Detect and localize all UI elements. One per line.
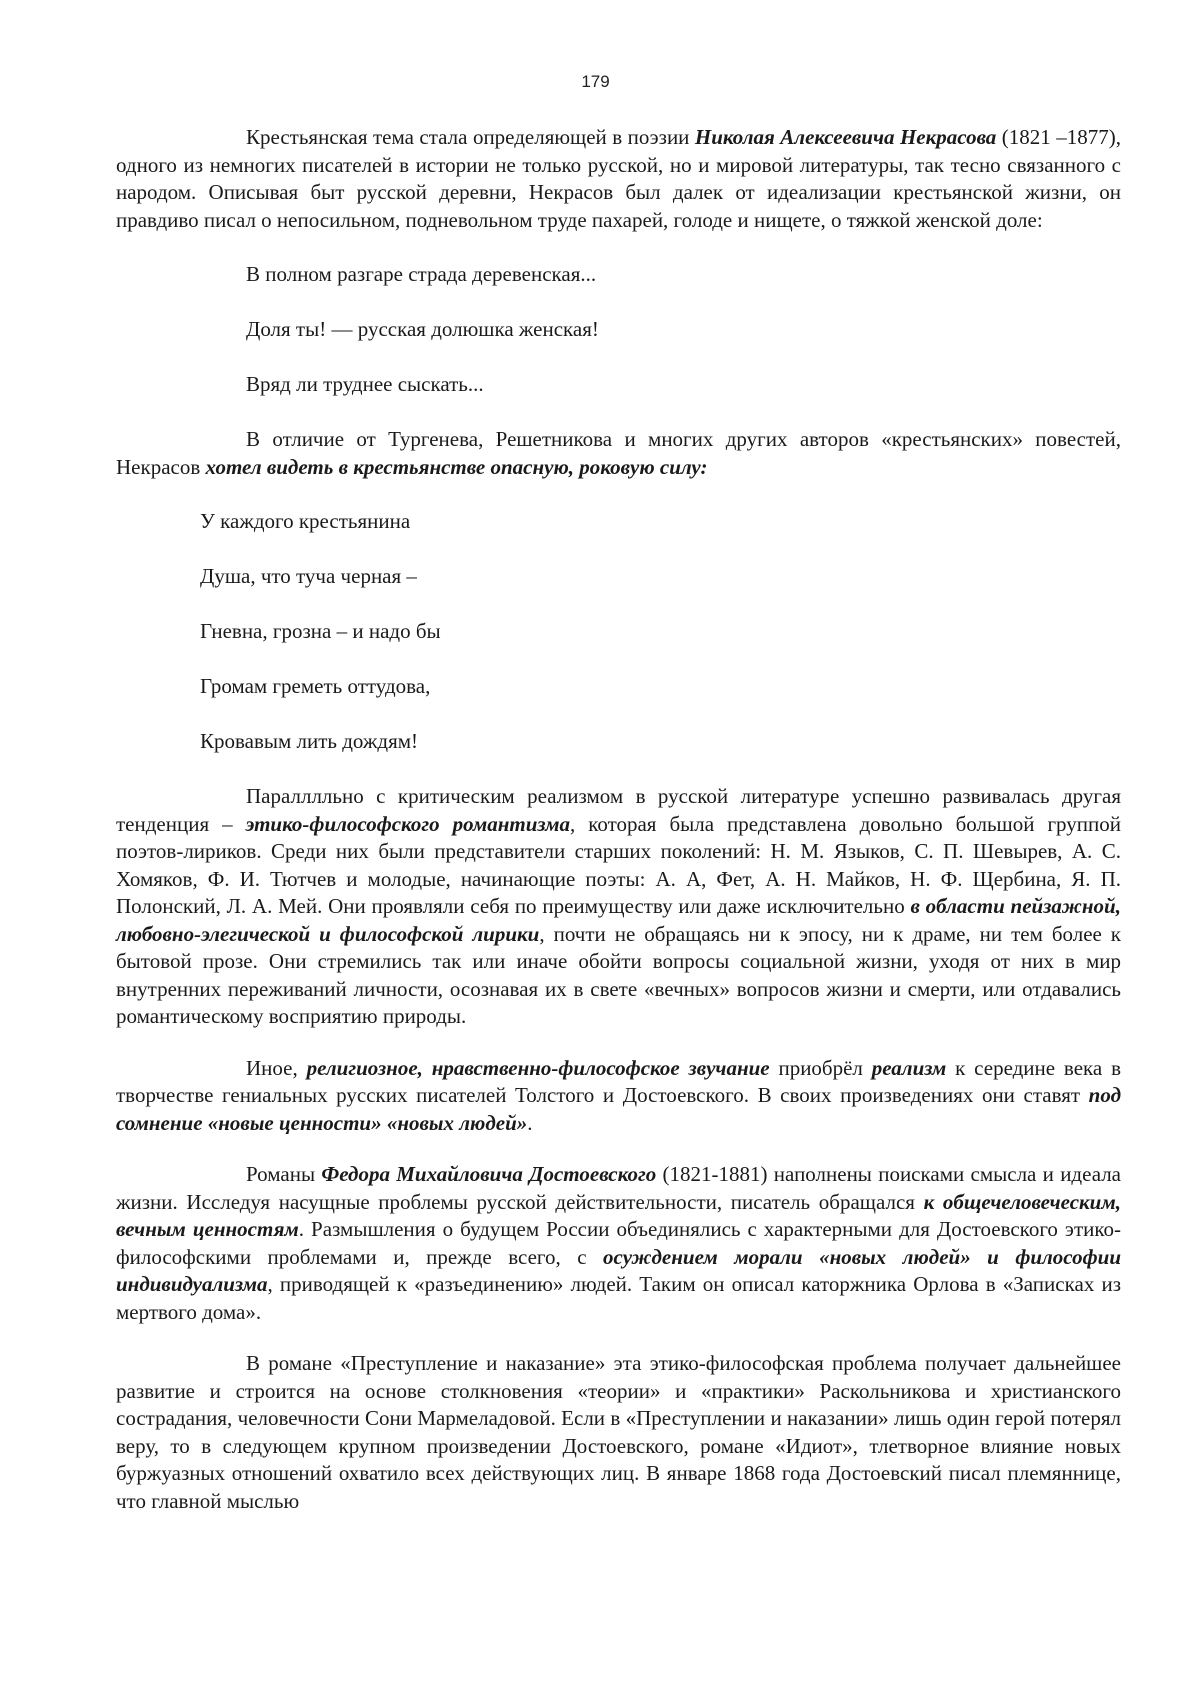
paragraph-crime-and-punishment [116,1350,1121,1515]
emphasis-text: религиозное, нравственно-философское звучание [306,1055,770,1080]
page-number: 179 [581,72,610,91]
verse-block-2 [116,508,1121,756]
verse-line: Кровавым лить дождям! [200,729,419,753]
paragraph-nekrasov-peasantry [116,426,1121,481]
paragraph-dostoevsky [116,1161,1121,1326]
text-run: В отличие от Тургенева, Решетникова и многих других авторов «крестьянских» повестей, Некрасов [116,427,1121,479]
emphasis-nekrasov-name: Николая Алексеевича Некрасова [694,125,997,149]
verse-line: У каждого крестьянина [200,509,411,533]
text-run: Крестьянская тема стала определяющей в поэзии [246,125,695,149]
text-run: Иное, [246,1055,307,1080]
text-run: , которая была представлена довольно большой группой поэтов-лириков. Среди них были представители старших поколений: Н. М. Языков, С. П. Шевырев, А. С. Хомяков, Ф. И. Тютчев и молодые, начинающие поэты: А. А, Фет, А. Н. Майков, Н. Ф. Щербина, Я. П. Полонский, Л. А. Мей. Они проявляли себя по преимуществу или даже исключительно [116,811,1121,918]
text-run: . [527,1110,533,1135]
emphasis-text: под сомнение «новые ценности» «новых людей» [116,1083,1121,1135]
verse-line: Вряд ли труднее сыскать... [246,372,484,396]
emphasis-text: осуждением морали «новых людей» и философии индивидуализма [116,1244,1121,1296]
emphasis-text: хотел видеть в крестьянстве опасную, роковую силу: [205,454,708,479]
verse-line: Доля ты! — русская долюшка женская! [246,317,599,341]
verse-line: В полном разгаре страда деревенская... [246,262,597,286]
text-run: к середине века в творчестве гениальных русских писателей Толстого и Достоевского. В своих произведениях они ставят [116,1055,1121,1107]
verse-line: Душа, что туча черная – [200,564,417,588]
text-run: Романы [246,1162,322,1186]
emphasis-text: этико-философского романтизма [245,811,570,836]
emphasis-text: в области пейзажной, любовно-элегической и философской лирики [116,894,1121,946]
verse-line: Гневна, грозна – и надо бы [200,619,441,643]
text-run: , приводящей к «разъединению» людей. Таким он описал каторжника Орлова в «Записках из мертвого дома». [116,1272,1121,1324]
text-run: (1821-1881) наполнены поисками смысла и идеала жизни. Исследуя насущные проблемы русской действительности, писатель обращался [116,1162,1122,1214]
verse-line: Громам греметь оттудова, [200,674,431,698]
paragraph-romanticism [116,783,1121,1031]
paragraph-religious-realism [116,1055,1121,1138]
paragraph-nekrasov-intro [116,124,1121,234]
text-run: Паралллльно с критическим реализмом в русской литературе успешно развивалась другая тенденция – [116,784,1121,836]
emphasis-text: реализм [871,1055,947,1080]
verse-block-1 [116,261,1121,399]
page-body [116,124,1121,1515]
emphasis-dostoevsky-name: Федора Михайловича Достоевского [321,1162,657,1186]
text-run: , почти не обращаясь ни к эпосу, ни к драме, ни тем более к бытовой прозе. Они стремились так или иначе обойти вопросы социальной жизни, уходя от них в мир внутренних переживаний личности, осознавая их в свете «вечных» вопросов жизни и смерти, или отдавались романтическому восприятию природы. [116,921,1121,1028]
text-run: В романе «Преступление и наказание» эта этико-философская проблема получает дальнейшее развитие и строится на основе столкновения «теории» и «практики» Раскольникова и христианского сострадания, человечности Сони Мармеладовой. Если в «Преступлении и наказании» лишь один герой потерял веру, то в следующем крупном произведении Достоевского, романе «Идиот», тлетворное влияние новых буржуазных отношений охватило всех действующих лиц. В январе 1868 года Достоевский писал племяннице, что главной мыслью [116,1351,1121,1513]
text-run: (1821 –1877), одного из немногих писателей в истории не только русской, но и мировой литературы, так тесно связанного с народом. Описывая быт русской деревни, Некрасов был далек от идеализации крестьянской жизни, он правдиво писал о непосильном, подневольном труде пахарей, голоде и нищете, о тяжкой женской доле: [116,125,1121,232]
text-run: . Размышления о будущем России объединялись с характерными для Достоевского этико-философскими проблемами и, прежде всего, с [116,1217,1121,1269]
emphasis-text: к общечеловеческим, вечным ценностям [116,1189,1121,1241]
text-run: приобрёл [769,1055,872,1080]
